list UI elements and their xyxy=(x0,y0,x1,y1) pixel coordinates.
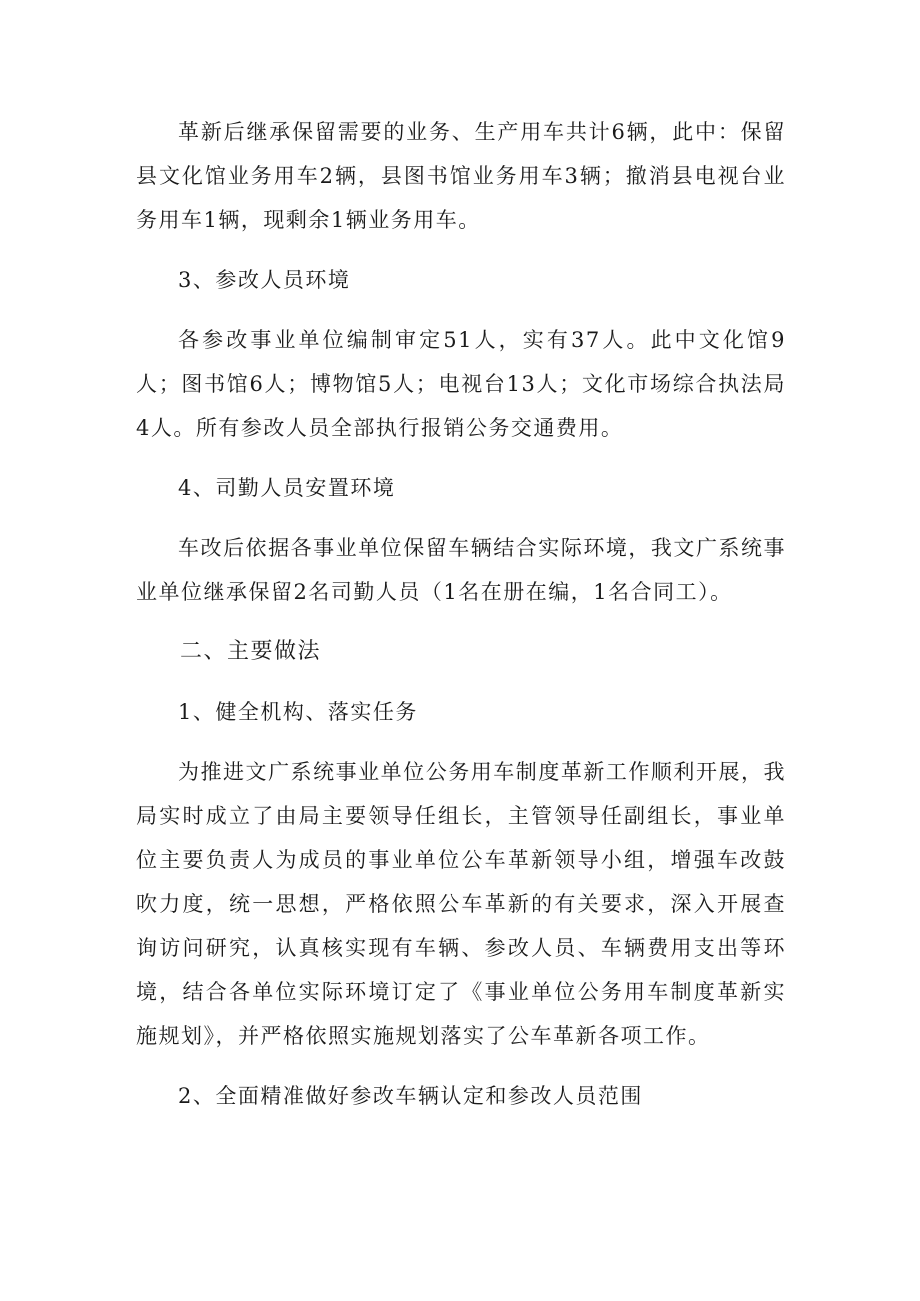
heading-participating-staff: 3、参改人员环境 xyxy=(178,268,351,292)
paragraph-participating-staff: 各参改事业单位编制审定51人，实有37人。此中文化馆9人；图书馆6人；博物馆5人；电视台13人；文化市场综合执法局4人。所有参改人员全部执行报销公务交通费用。 xyxy=(136,328,786,440)
heading-main-practices: 二、主要做法 xyxy=(180,639,322,664)
heading-vehicle-scope: 2、全面精准做好参改车辆认定和参改人员范围 xyxy=(178,1084,643,1108)
paragraph-vehicles-retained: 革新后继承保留需要的业务、生产用车共计6辆，此中：保留县文化馆业务用车2辆，县图书馆业务用车3辆；撤消县电视台业务用车1辆，现剩余1辆业务用车。 xyxy=(136,120,786,232)
paragraph-organization: 为推进文广系统事业单位公务用车制度革新工作顺利开展，我局实时成立了由局主要领导任组长，主管领导任副组长，事业单位主要负责人为成员的事业单位公车革新领导小组，增强车改鼓吹力度，统一思想，严格依照公车革新的有关要求，深入开展查询访问研究，认真核实现有车辆、参改人员、车辆费用支出等环境，结合各单位实际环境订定了《事业单位公务用车制度革新实施规划》，并严格依照实施规划落实了公车革新各项工作。 xyxy=(136,760,786,1048)
document-body xyxy=(136,110,786,1118)
heading-driver-placement: 4、司勤人员安置环境 xyxy=(178,476,396,500)
heading-organization: 1、健全机构、落实任务 xyxy=(178,700,418,724)
paragraph-driver-placement: 车改后依据各事业单位保留车辆结合实际环境，我文广系统事业单位继承保留2名司勤人员（1名在册在编，1名合同工）。 xyxy=(136,536,786,604)
